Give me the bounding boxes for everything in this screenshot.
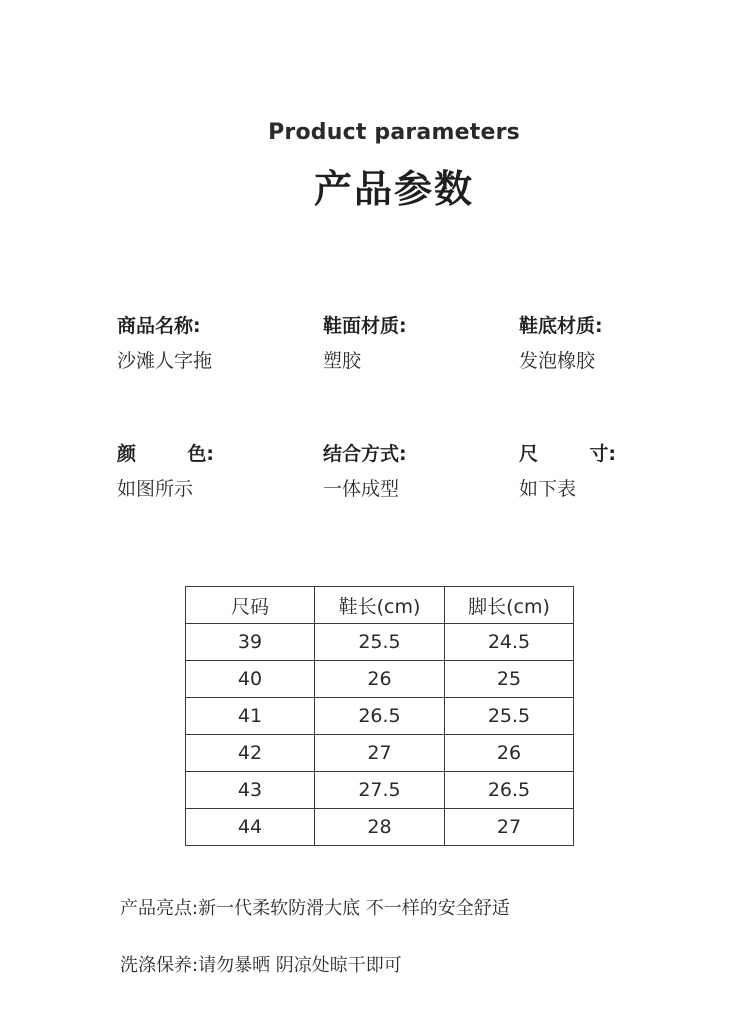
param-label	[117, 441, 214, 467]
param-label-part: 寸:	[589, 443, 616, 465]
param-value: 一体成型	[323, 478, 400, 500]
param-value: 如图所示	[117, 478, 194, 500]
table-cell: 25.5	[445, 698, 574, 735]
param-value: 发泡橡胶	[519, 350, 596, 372]
column-header-foot-length: 脚长(cm)	[445, 587, 574, 624]
table-cell: 26	[445, 735, 574, 772]
table-cell: 25	[445, 661, 574, 698]
table-cell: 24.5	[445, 624, 574, 661]
param-value: 沙滩人字拖	[117, 350, 213, 372]
size-table	[185, 586, 574, 846]
param-product-name	[117, 313, 297, 374]
table-cell: 43	[186, 772, 315, 809]
table-cell: 26.5	[315, 698, 445, 735]
table-cell: 40	[186, 661, 315, 698]
param-label	[519, 441, 616, 467]
table-cell: 42	[186, 735, 315, 772]
param-label: 结合方式:	[323, 443, 407, 465]
table-cell: 41	[186, 698, 315, 735]
table-header-row	[186, 587, 574, 624]
table-cell: 28	[315, 809, 445, 846]
table-row	[186, 772, 574, 809]
param-color	[117, 441, 297, 502]
product-highlight-note: 产品亮点:新一代柔软防滑大底 不一样的安全舒适	[120, 898, 510, 919]
param-label: 鞋面材质:	[323, 315, 407, 337]
param-sole-material	[519, 313, 699, 374]
table-row	[186, 698, 574, 735]
param-upper-material	[323, 313, 503, 374]
table-cell: 27	[445, 809, 574, 846]
table-cell: 26.5	[445, 772, 574, 809]
table-cell: 25.5	[315, 624, 445, 661]
param-label-part: 尺	[519, 443, 539, 465]
column-header-size: 尺码	[186, 587, 315, 624]
param-label-part: 色:	[187, 443, 214, 465]
title-english: Product parameters	[268, 120, 520, 145]
table-cell: 39	[186, 624, 315, 661]
table-cell: 27.5	[315, 772, 445, 809]
param-value: 塑胶	[323, 350, 362, 372]
param-label: 鞋底材质:	[519, 315, 603, 337]
param-size	[519, 441, 699, 502]
param-label: 商品名称:	[117, 315, 201, 337]
table-row	[186, 735, 574, 772]
column-header-shoe-length: 鞋长(cm)	[315, 587, 445, 624]
table-cell: 26	[315, 661, 445, 698]
table-row	[186, 809, 574, 846]
table-row	[186, 661, 574, 698]
param-value: 如下表	[519, 478, 577, 500]
param-label-part: 颜	[117, 443, 137, 465]
param-construction	[323, 441, 503, 502]
table-row	[186, 624, 574, 661]
care-instructions-note: 洗涤保养:请勿暴晒 阴凉处晾干即可	[120, 955, 402, 976]
table-cell: 27	[315, 735, 445, 772]
title-chinese: 产品参数	[313, 167, 474, 211]
table-cell: 44	[186, 809, 315, 846]
